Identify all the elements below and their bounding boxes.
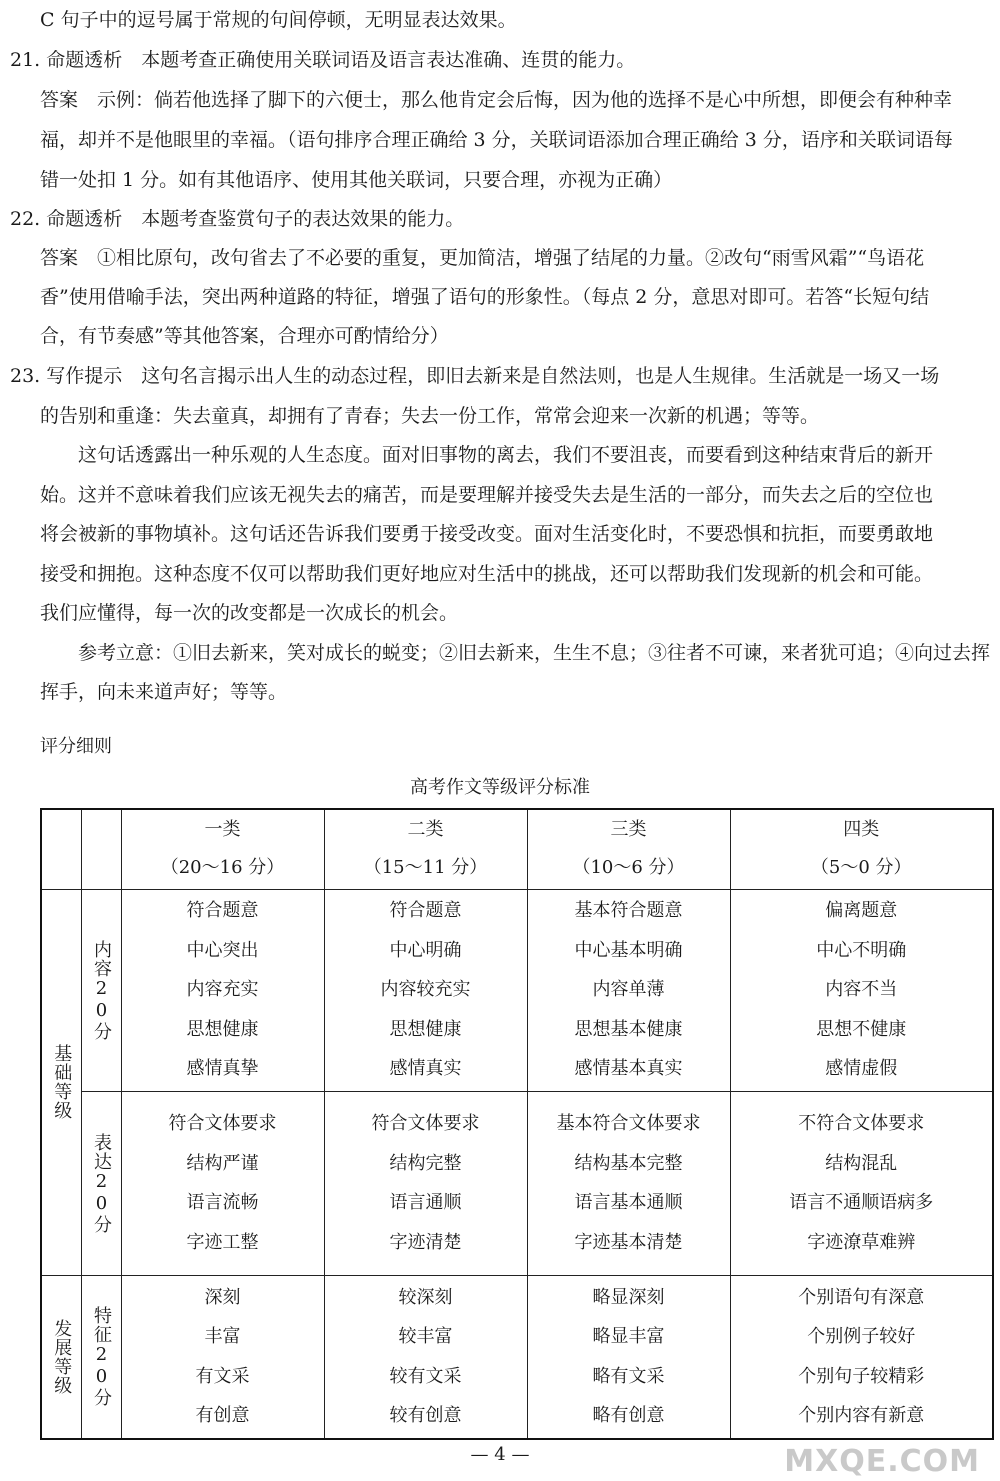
q23-reference-line2: 挥手，向未来道声好；等等。 (40, 681, 288, 703)
content-class-1: 符合题意 中心突出 内容充实 思想健康 感情真挚 (121, 889, 324, 1091)
q22-answer-line1: 答案 ①相比原句，改句省去了不必要的重复，更加简洁，增强了结尾的力量。②改句“雨雪风霜”“鸟语花 (40, 247, 925, 269)
content-row (41, 889, 993, 1091)
header-class-4: 四类 （5～0 分） (730, 809, 993, 889)
expression-class-1: 符合文体要求 结构严谨 语言流畅 字迹工整 (121, 1091, 324, 1275)
q22-answer-line2: 香”使用借喻手法，突出两种道路的特征，增强了语句的形象性。（每点 2 分，意思对即可。若答“长短句结 (40, 286, 930, 308)
watermark-logo: MXQE.COM (784, 1444, 980, 1479)
content-class-3: 基本符合题意 中心基本明确 内容单薄 思想基本健康 感情基本真实 (527, 889, 730, 1091)
grading-table (40, 808, 994, 1440)
feature-class-2: 较深刻 较丰富 较有文采 较有创意 (324, 1275, 527, 1439)
feature-class-3: 略显深刻 略显丰富 略有文采 略有创意 (527, 1275, 730, 1439)
q23-hint-line2: 的告别和重逢：失去童真，却拥有了青春；失去一份工作，常常会迎来一次新的机遇；等等。 (40, 405, 820, 427)
q21-answer-line2: 福，却并不是他眼里的幸福。（语句排序合理正确给 3 分，关联词语添加合理正确给 3 分，语序和关联词语每 (40, 129, 953, 151)
section-label: 评分细则 (40, 736, 112, 757)
expression-class-4: 不符合文体要求 结构混乱 语言不通顺语病多 字迹潦草难辨 (730, 1091, 993, 1275)
q23-hint-line1: 23. 写作提示 这句名言揭示出人生的动态过程，即旧去新来是自然法则，也是人生规律。生活就是一场又一场 (10, 365, 940, 387)
q23-para2-line5: 我们应懂得，每一次的改变都是一次成长的机会。 (40, 602, 459, 624)
page-number: — 4 — (470, 1444, 530, 1465)
feature-class-4: 个别语句有深意 个别例子较好 个别句子较精彩 个别内容有新意 (730, 1275, 993, 1439)
level-dev: 发展等级 (41, 1275, 81, 1439)
sub-content: 内容20分 (81, 889, 121, 1091)
content-class-2: 符合题意 中心明确 内容较充实 思想健康 感情真实 (324, 889, 527, 1091)
corner-cell (41, 809, 81, 889)
expression-class-2: 符合文体要求 结构完整 语言通顺 字迹清楚 (324, 1091, 527, 1275)
feature-class-1: 深刻 丰富 有文采 有创意 (121, 1275, 324, 1439)
q22-analysis: 22. 命题透析 本题考查鉴赏句子的表达效果的能力。 (10, 208, 465, 230)
expression-row (41, 1091, 993, 1275)
q23-reference-line1: 参考立意：①旧去新来，笑对成长的蜕变；②旧去新来，生生不息；③往者不可谏，来者犹可追；④向过去挥 (78, 642, 991, 664)
sub-feature: 特征20分 (81, 1275, 121, 1439)
q23-para2-line1: 这句话透露出一种乐观的人生态度。面对旧事物的离去，我们不要沮丧，而要看到这种结束背后的新开 (78, 444, 934, 466)
q23-para2-line2: 始。这并不意味着我们应该无视失去的痛苦，而是要理解并接受失去是生活的一部分，而失去之后的空位也 (40, 484, 934, 506)
header-class-3: 三类 （10～6 分） (527, 809, 730, 889)
sub-expression: 表达20分 (81, 1091, 121, 1275)
q22-answer-line3: 合，有节奏感”等其他答案，合理亦可酌情给分） (40, 325, 449, 347)
line-c-comment: C 句子中的逗号属于常规的句间停顿，无明显表达效果。 (40, 9, 517, 31)
corner-cell (81, 809, 121, 889)
q21-analysis: 21. 命题透析 本题考查正确使用关联词语及语言表达准确、连贯的能力。 (10, 49, 636, 71)
content-class-4: 偏离题意 中心不明确 内容不当 思想不健康 感情虚假 (730, 889, 993, 1091)
q21-answer-line3: 错一处扣 1 分。如有其他语序、使用其他关联词，只要合理，亦视为正确） (40, 169, 673, 191)
q23-para2-line3: 将会被新的事物填补。这句话还告诉我们要勇于接受改变。面对生活变化时，不要恐惧和抗拒，而要勇敢地 (40, 523, 934, 545)
header-class-2: 二类 （15～11 分） (324, 809, 527, 889)
header-class-1: 一类 （20～16 分） (121, 809, 324, 889)
q21-answer-line1: 答案 示例：倘若他选择了脚下的六便士，那么他肯定会后悔，因为他的选择不是心中所想，即便会有种种幸 (40, 89, 953, 111)
q23-para2-line4: 接受和拥抱。这种态度不仅可以帮助我们更好地应对生活中的挑战，还可以帮助我们发现新的机会和可能。 (40, 563, 934, 585)
feature-row (41, 1275, 993, 1439)
table-title: 高考作文等级评分标准 (410, 777, 590, 798)
header-row (41, 809, 993, 889)
expression-class-3: 基本符合文体要求 结构基本完整 语言基本通顺 字迹基本清楚 (527, 1091, 730, 1275)
level-basic: 基础等级 (41, 889, 81, 1275)
